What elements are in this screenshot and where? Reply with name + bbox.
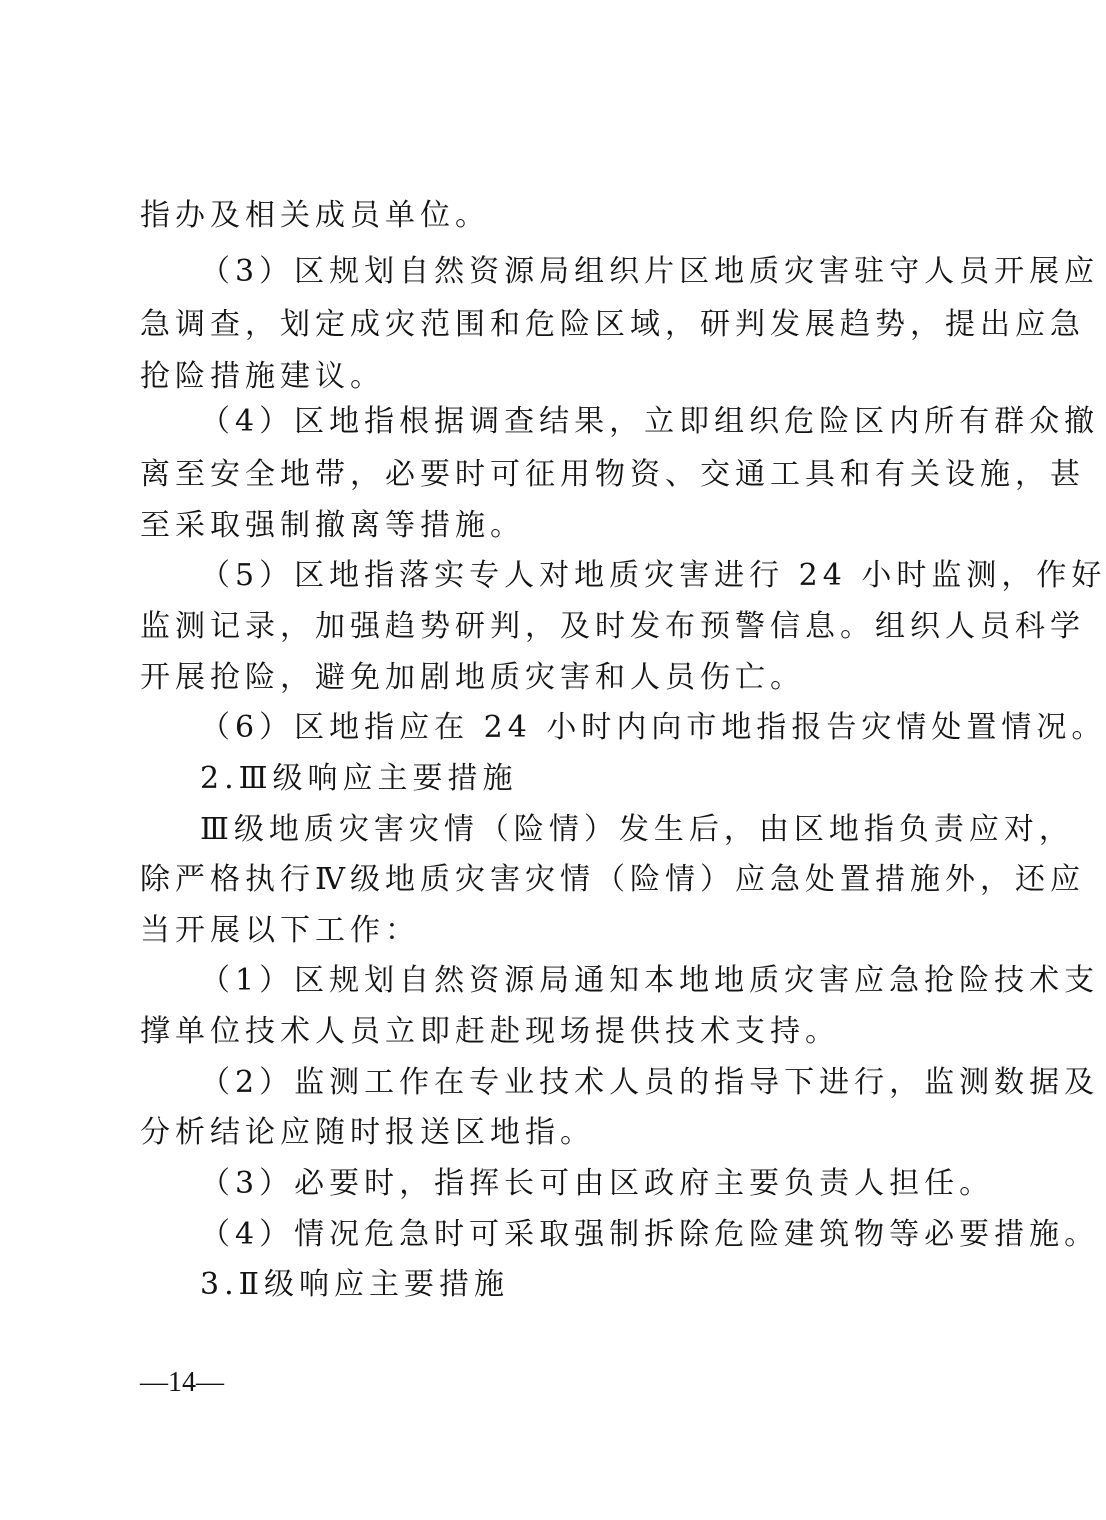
text-line: 当开展以下工作： [140,913,420,948]
text-line: （3）区规划自然资源局组织片区地质灾害驻守人员开展应 [200,254,1100,289]
text-line: 分析结论应随时报送区地指。 [140,1115,595,1150]
text-line: （5）区地指落实专人对地质灾害进行 24 小时监测，作好 [200,558,1106,593]
text-line: 除严格执行Ⅳ级地质灾害灾情（险情）应急处置措施外，还应 [140,862,1085,897]
text-line: 监测记录，加强趋势研判，及时发布预警信息。组织人员科学 [140,609,1085,644]
text-line: （4）情况危急时可采取强制拆除危险建筑物等必要措施。 [200,1217,1100,1252]
text-line: 抢险措施建议。 [140,359,385,394]
text-line: （3）必要时，指挥长可由区政府主要负责人担任。 [200,1166,995,1201]
text-line: 离至安全地带，必要时可征用物资、交通工具和有关设施，甚 [140,457,1085,492]
text-line: 撑单位技术人员立即赶赴现场提供技术支持。 [140,1014,840,1049]
text-line: 急调查，划定成灾范围和危险区域，研判发展趋势，提出应急 [140,307,1085,342]
text-line: （2）监测工作在专业技术人员的指导下进行，监测数据及 [200,1065,1100,1100]
text-line: （1）区规划自然资源局通知本地地质灾害应急抢险技术支 [200,963,1100,998]
section-heading: 3.Ⅱ级响应主要措施 [200,1267,510,1302]
text-line: Ⅲ级地质灾害灾情（险情）发生后，由区地指负责应对， [200,812,1074,847]
text-line: （6）区地指应在 24 小时内向市地指报告灾情处置情况。 [200,710,1106,745]
text-line: （4）区地指根据调查结果，立即组织危险区内所有群众撤 [200,404,1100,439]
text-line: 至采取强制撤离等措施。 [140,508,525,543]
page-number: —14— [140,1367,224,1398]
section-heading: 2.Ⅲ级响应主要措施 [200,761,518,796]
text-line: 指办及相关成员单位。 [140,198,490,233]
text-line: 开展抢险，避免加剧地质灾害和人员伤亡。 [140,660,805,695]
